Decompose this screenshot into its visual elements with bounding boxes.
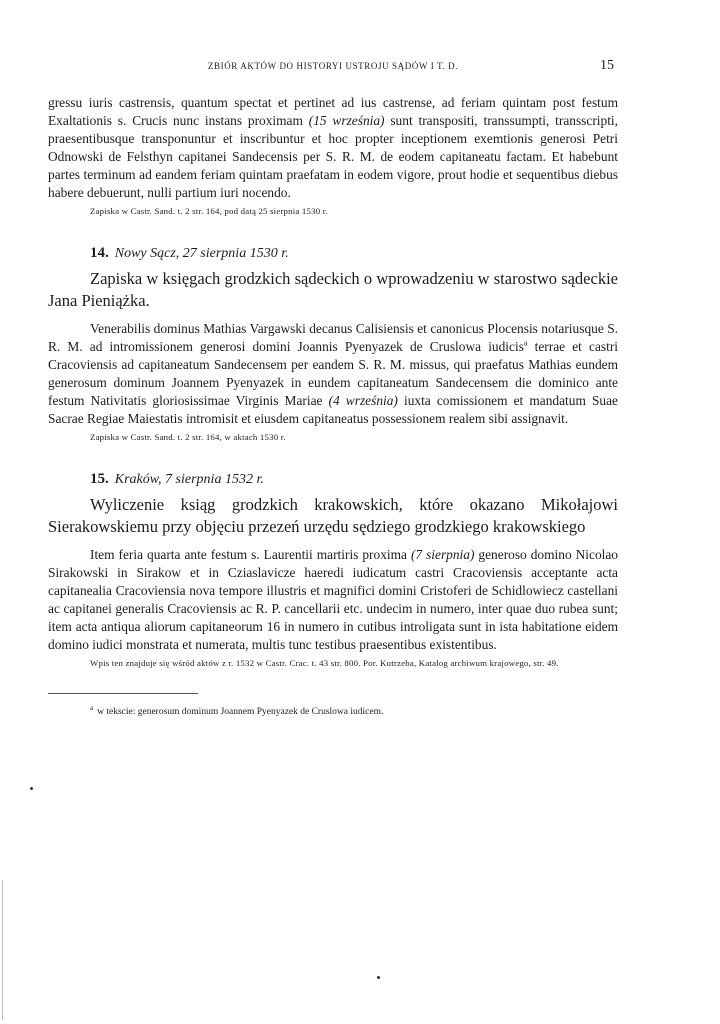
continuation-source: Zapiska w Castr. Sand. t. 2 str. 164, pod datą 25 sierpnia 1530 r.	[90, 206, 328, 216]
entry-heading	[90, 469, 618, 490]
entry-place-date: Kraków, 7 sierpnia 1532 r.	[114, 472, 264, 487]
continuation-paragraph	[48, 94, 618, 202]
entry-15	[48, 469, 618, 669]
entry-source: Zapiska w Castr. Sand. t. 2 str. 164, w aktach 1530 r.	[90, 432, 286, 442]
entry-paragraph	[48, 546, 618, 654]
entry-source: Wpis ten znajduje się wśród aktów z r. 1532 w Castr. Crac. t. 43 str. 800. Por. Kutrzeba, Katalog archiwum krajowego, str. 49.	[90, 658, 559, 668]
entry-text-b: generoso domino Nicolao Sirakowski in Sirakow et in Cziaslavicze haeredi iudicatum castri Cracoviensis acceptante acta capitanealia Cracoviensia nova tempore illustris et magnifici domini Cristoferi de Schidlowiecz castellani ac capitanei generalis Cracoviensis ac R. P. cancellarii etc. undecim in numero, inter quae duo rubea sunt; item acta antiqua aliorum capitaneorum 16 in numero in cutibus introligata sunt in ista habitatione eidem domino iudici monstrata et numerata, multis tunc testibus praesentibus existentibus.	[48, 547, 619, 652]
continuation-text-start: gressu iuris castrensis, quantum spectat et pertinet ad ius castrense, ad feriam quintam post festum Exaltationis s. Crucis nunc instans proximam	[48, 95, 618, 128]
entry-date-note: (4 września)	[328, 393, 398, 408]
entry-heading	[90, 243, 618, 264]
running-head	[48, 58, 618, 76]
page-number: 15	[600, 58, 614, 73]
entry-title: Zapiska w księgach grodzkich sądeckich o wprowadzeniu w starostwo sądeckie Jana Pieniążka.	[48, 269, 618, 310]
running-title: ZBIÓR AKTÓW DO HISTORYI USTROJU SĄDÓW I T. D.	[207, 61, 459, 71]
continuation-date-note: (15 września)	[308, 113, 385, 128]
bottom-mark	[377, 976, 380, 979]
entry-14	[48, 243, 618, 443]
footnote	[90, 702, 618, 718]
entry-number: 14.	[90, 245, 109, 261]
footnote-reference: a	[523, 338, 528, 348]
entry-number: 15.	[90, 471, 109, 487]
entry-text-a: Item feria quarta ante festum s. Laurentii martiris proxima	[90, 547, 411, 562]
entry-place-date: Nowy Sącz, 27 sierpnia 1530 r.	[114, 246, 289, 261]
scan-edge-line	[2, 880, 3, 1020]
document-page	[48, 58, 618, 718]
continuation-text-end: sunt transpositi, transsumpti, transscripti, praesentibusque transponuntur et inscribuntur et hoc propter inceptionem exemtionis generosi Petri Odnowski de Felsthyn capitanei Sandecensis per S. R. M. de eodem capitaneatu factam. Et habebunt partes terminum ad eandem feriam quintam praefatam in eodem vigore, prout hodie et sequentibus diebus habere debuerunt, nulli partium iuri nocendo.	[48, 113, 618, 200]
entry-title: Wyliczenie ksiąg grodzkich krakowskich, które okazano Mikołajowi Sierakowskiemu przy objęciu przezeń urzędu sędziego grodzkiego krakowskiego	[48, 495, 618, 536]
entry-date-note: (7 sierpnia)	[410, 547, 475, 562]
entry-text-b: terrae et castri Cracoviensis ad capitaneatum Sandecensem per eandem S. R. M. missus, qui praefatus Mathias eundem generosum dominum Joannem Pyenyazek in eundem capitaneatum Sandecensem die dominico ante festum Nativitatis gloriosissimae Virginis Mariae	[48, 339, 618, 408]
entry-text-c: iuxta comissionem et mandatum Suae Sacrae Regiae Maiestatis intromisit et eiusdem capitaneatus possessionem realem sibi assignavit.	[48, 393, 618, 426]
footnote-text: w tekscie: generosum dominum Joannem Pyenyazek de Cruslowa iudicem.	[97, 707, 384, 718]
entry-paragraph	[48, 320, 618, 428]
margin-mark	[30, 787, 33, 790]
footnote-mark: a	[90, 704, 94, 712]
footnote-divider	[48, 693, 198, 694]
entry-text-a: Venerabilis dominus Mathias Vargawski decanus Calisiensis et canonicus Plocensis notariusque S. R. M. ad intromissionem generosi domini Joannis Pyenyazek de Cruslowa iudicis	[48, 321, 618, 354]
